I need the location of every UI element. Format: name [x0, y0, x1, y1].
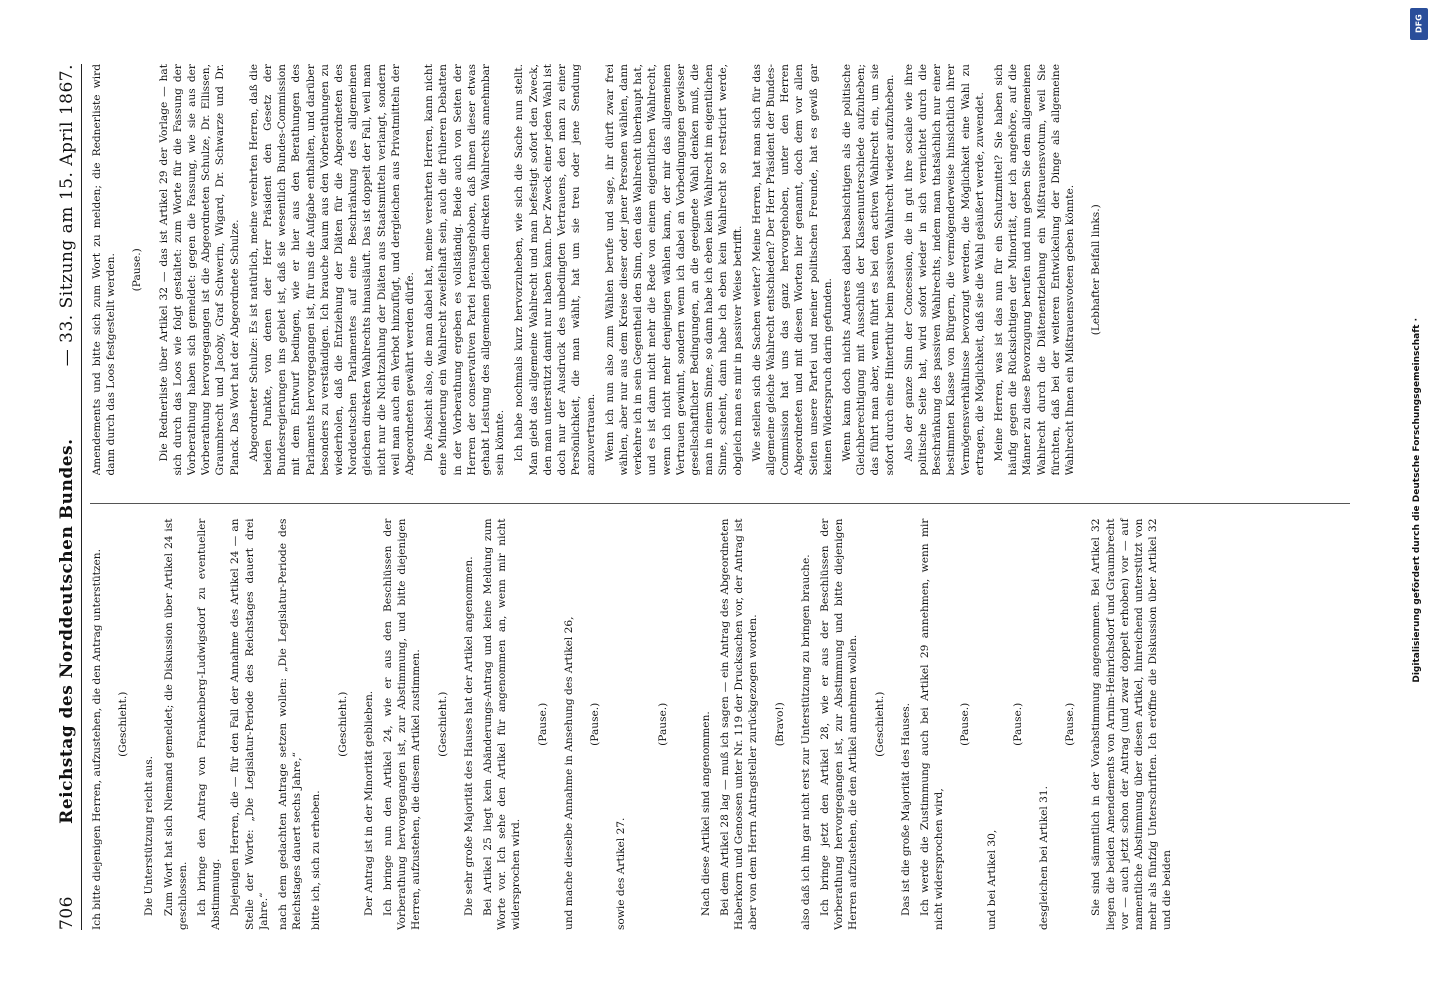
- paragraph: also daß ich ihn gar nicht erst zur Unterstützung zu bringen brauche.: [799, 554, 812, 930]
- stage-direction: (Pause.): [1064, 702, 1077, 746]
- stage-direction: (Bravo!): [773, 702, 786, 747]
- paragraph: Wenn ich nun also zum Wählen berufe und sage, ihr dürft zwar frei wählen, aber nur aus dem Kreise dieser oder jener Personen wählen, dann verkehre ich in sein Gegentheil den Sinn, den das Wahlrecht überhaupt hat, und es ist dann nicht mehr die Rede von einem eigentlichen Wahlrecht, wenn ich nicht mehr denjenigen wählen kann, der mir das allgemeinen Vertrauen gewinnt, sondern wenn ich dabei an Vorbedingungen gewisser gesellschaftlicher Bedingungen, an die geeignete Wahl denken muß, die man in einem Sinne, so dann habe ich eben kein Wahlrecht im eigentlichen Sinne, scheint, dann habe ich eben kein Wahlrecht so restricirt werde, obgleich man es mir in passiver Weise betrifft.: [603, 64, 744, 476]
- stage-direction: (Pause.): [131, 248, 144, 292]
- paragraph: Sie sind sämmtlich in der Vorabstimmung angenommen. Bei Artikel 32 liegen die beiden Amendements von Arnim-Heinrichsdorf und Graumbrecht vor — auch jetzt schon der Antrag (und zwar doppelt erhoben) vor — auf namentliche Abstimmung über diesen Artikel, hinreichend unterstützt von mehr als fünfzig Unterschriften. Ich eröffne die Diskussion über Artikel 32 und die beiden: [1090, 518, 1174, 930]
- stage-direction: (Pause.): [1011, 702, 1024, 746]
- paragraph: Zum Wort hat sich Niemand gemeldet; die Diskussion über Artikel 24 ist geschlossen.: [162, 518, 189, 930]
- paragraph: Der Antrag ist in der Minorität geblieben.: [362, 690, 375, 916]
- stage-direction: (Pause.): [959, 702, 972, 746]
- stage-direction: (Lebhafter Beifall links.): [1090, 204, 1103, 336]
- stage-direction: (Pause.): [657, 702, 670, 746]
- document-page: [31, 30, 1401, 970]
- stage-direction: (Pause.): [589, 702, 602, 746]
- text-columns: [90, 64, 1350, 930]
- paragraph: Ich bringe den Antrag von Frankenberg-Ludwigsdorf zu eventueller Abstimmung.: [196, 518, 223, 930]
- paragraph: Ich bringe jetzt den Artikel 28, wie er aus der Beschlüssen der Vorberathung hervorgegangen ist, zur Abstimmung und bitte diejenigen Herren aufzustehen, die den Artikel annehmen wollen.: [818, 518, 860, 930]
- stage-direction: (Pause.): [536, 702, 549, 746]
- paragraph: und bei Artikel 30,: [985, 829, 998, 930]
- paragraph: Ich werde die Zustimmung auch bei Artikel 29 annehmen, wenn mir nicht widersprochen wird,: [918, 518, 946, 930]
- paragraph: Bei Artikel 25 liegt kein Abänderungs-Antrag und keine Meldung zum Worte vor. Ich sehe den Artikel für angenommen an, wenn mir nicht widersprochen wird.: [482, 518, 523, 930]
- page-number: 706: [57, 896, 77, 930]
- paragraph: und mache dieselbe Annahme in Ansehung des Artikel 26,: [562, 616, 575, 930]
- paragraph: nach dem gedachten Antrage setzen wollen: „Die Legislatur-Periode des Reichstages dauert sechs Jahre,“: [277, 518, 304, 930]
- paragraph: Die sehr große Majorität des Hauses hat der Artikel angenommen.: [462, 556, 475, 916]
- page-title: Reichstag des Norddeutschen Bundes.: [57, 438, 77, 824]
- digitization-credit: [1404, 0, 1430, 1000]
- paragraph: Die Rednerliste über Artikel 32 — das ist Artikel 29 der Vorlage — hat sich durch das Loos wie folgt gestaltet: zum Worte für die Fassung der Vorberathung haben sich gemeldet: gegen die Fassung, wie sie aus der Vorberathung hervorgegangen ist die Abgeordneten Schulze, Dr. Ellissen, Graumbrecht und Jacoby, Graf Schwerin, Wigard, Dr. Schwarze und Dr. Planck. Das Wort hat der Abgeordnete Schulze.: [157, 64, 241, 476]
- paragraph: Die Unterstützung reicht aus.: [143, 755, 156, 916]
- paragraph: Das ist die große Majorität des Hauses.: [899, 702, 912, 916]
- paragraph: Ich bitte diejenigen Herren, aufzustehen, die den Antrag unterstützen.: [91, 549, 103, 930]
- paragraph: Ich habe nochmals kurz hervorzuheben, wie sich die Sache nun stellt. Man giebt das allgemeine Wahlrecht und man befestigt sofort den Zweck, den man unterstützt damit nur haben kann. Der Zweck einer jeden Wahl ist doch nur der Ausdruck des unbedingten Vertrauens, den man zu einer Persönlichkeit, die man wählt, hat um sie treu oder jene Sendung anzuvertrauen.: [513, 64, 597, 476]
- paragraph: Ich bringe nun den Artikel 24, wie er aus den Beschlüssen der Vorberathung hervorgegangen ist, zur Abstimmung, und bitte diejenigen Herren, aufzustehen, die diesem Artikel zustimmen.: [382, 518, 423, 930]
- right-column: [90, 64, 1350, 476]
- paragraph: Die Absicht also, die man dabei hat, meine verehrten Herren, kann nicht eine Minderung ein Wahlrecht zweifelhaft sein, auch die früheren Debatten in der Vorberathung ergeben es vollständig. Beide auch von Seiten der Herren der conservativen Partei herausgehoben, daß ihnen dieser etwas gehabt Leistung des allgemeinen gleichen direkten Wahlrechts annehmbar sein könnte.: [423, 64, 507, 476]
- paragraph: Diejenigen Herren, die — für den Fall der Annahme des Artikel 24 — an Stelle der Worte: „Die Legislatur-Periode des Reichstages dauert drei Jahre.“: [229, 518, 270, 930]
- paragraph: Bei dem Artikel 28 lag — muß ich sagen — ein Antrag des Abgeordneten Haberkorn und Genossen unter Nr. 119 der Drucksachen vor, der Antrag ist aber von dem Herrn Antragsteller zurückgezogen worden.: [718, 518, 760, 930]
- left-column: [90, 504, 1350, 931]
- stage-direction: (Geschieht.): [117, 691, 130, 757]
- stage-direction: (Geschieht.): [336, 691, 349, 757]
- paragraph: bitte ich, sich zu erheben.: [310, 790, 323, 930]
- dfg-logo-icon: DFG: [1410, 8, 1428, 40]
- paragraph: desgleichen bei Artikel 31.: [1037, 786, 1050, 930]
- paragraph: Amendements und bitte sich zum Wort zu melden; die Rednerliste wird dann durch das Loos festgestellt werden.: [91, 64, 118, 476]
- paragraph: Meine Herren, was ist das nun für ein Schutzmittel? Sie haben sich häufig gegen die Rücksichtigen der Minorität, der ich angehöre, auf die Männer zu diese Bevorzugung berufen und nun geben Sie dem allgemeinen Wahlrecht durch die Diätenentziehung ein Mißtrauensvotum, weil Sie fürchten, daß bei der weiteren Entwickelung der Dinge als allgemeine Wahlrecht Ihnen ein Mißtrauensvoteen geben könnte.: [992, 64, 1076, 476]
- page-header: [57, 64, 82, 930]
- paragraph: Abgeordneter Schulze: Es ist natürlich, meine verehrten Herren, daß die beiden Punkte, von denen der Herr Präsident den Gesetz der Bundesregierungen ins gebiet ist, daß sie wesentlich Bundes-Commission mit dem Entwurf bedingen, wie er hier aus den Berathungen des Parlaments hervorgegangen ist, für uns die Aufgabe enthalten, und darüber besonders zu verständigen. Ich brauche kaum aus den Vorberathungen zu wiederholen, daß die Entziehung der Diäten für die Abgeordneten des Norddeutschen Parlamentes auf eine Beschränkung des allgemeinen gleichen direkten Wahlrechts hinausläuft. Das ist doppelt der Fall, weil man nicht nur die Nichtzahlung der Diäten aus Staatsmitteln verlangt, sondern weil man auch ein Verbot hinzufügt, und dergleichen aus Privatmitteln der Abgeordneten gewährt werden dürfe.: [247, 64, 417, 476]
- credit-text: Digitalisierung gefördert durch die Deutsche Forschungsgemeinschaft ·: [1412, 317, 1422, 683]
- stage-direction: (Geschieht.): [873, 691, 886, 757]
- paragraph: sowie des Artikel 27.: [615, 817, 628, 930]
- stage-direction: (Geschieht.): [436, 691, 449, 757]
- paragraph: Also der ganze Sinn der Concession, die in gut ihre sociale wie ihre politische Seite hat, wird sofort wieder in sich vernichtet durch die Beschränkung des passiven Wahlrechts, indem man thatsächlich nur einer bestimmten Klasse von Bürgern, die vermögenderweise hinsichtlich ihrer Vermögensverhältnisse bevorzugt werden, die Möglichkeit eine Wahl zu ertragen, die Möglichkeit, daß sie die Wahl geäußert werde, zuwendet.: [902, 64, 986, 476]
- paragraph: Wie stellen sich die Sachen weiter? Meine Herren, hat man sich für das allgemeine gleiche Wahlrecht entschieden? Der Herr Präsident der Bundes-Commission hat uns das ganz hervorgehoben, unter den Herren Abgeordneten und mit diesen Worten hier genannt, doch dem vor allen Seiten unsere Partei und meiner politischen Freunde, hat es gewiß gar keinen Widerspruch darin gefunden.: [750, 64, 834, 476]
- paragraph: Wenn kann doch nichts Anderes dabei beabsichtigen als die politische Gleichberechtigung mit Ausschluß der Klassenunterschiede aufzuheben; das führt man aber, wenn führt es bei den activen Wahlrecht ein, um sie sofort durch eine Hinterthür beim passiven Wahlrecht wieder aufzuheben.: [840, 64, 896, 476]
- session-title: — 33. Sitzung am 15. April 1867.: [57, 64, 77, 367]
- paragraph: Nach diese Artikel sind angenommen.: [699, 711, 712, 916]
